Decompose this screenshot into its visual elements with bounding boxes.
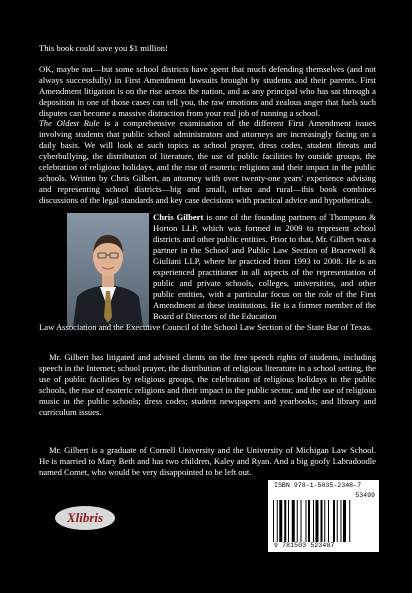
book-title: The Oldest Rule [39,118,100,128]
publisher-logo [55,506,115,530]
price-code: 53499 [355,492,375,499]
barcode [268,480,379,552]
author-bio-wrapped: Chris Gilbert is one of the founding partners of Thompson & Horton LLP, which was formed in 2009 to represent school districts and other public entities. Prior to that, Mr. Gilbert was a partner in the School and Public Law Section of Bracewell & Giuliani LLP, where he practiced from 1993 to 2008. He is an experienced practitioner in all aspects of the representation of public and private schools, colleges, universities, and other public entities, with a particular focus on the role of the First Amendment at these institutions. He is a former member of the Board of Directors of the Education [153,212,376,321]
author-expertise-paragraph: Mr. Gilbert has litigated and advised clients on the free speech rights of students, including speech in the Internet; school prayer, the distribution of religious literature in a school setting, the use of public facilities by religious groups, the celebration of religious holidays in the public schools, the rise of esoteric religions and their impact in the public sector, and the use of religious music in the public schools; dress codes; student newspapers and yearbooks; and library and curriculum issues. [39,352,376,417]
book-summary-paragraph [39,118,376,206]
author-personal-paragraph: Mr. Gilbert is a graduate of Cornell University and the University of Michigan Law School. He is married to Mary Beth and has two children, Kaley and Ryan. And a big goofy Labradoodle named Comet, who would be very disappointed to be left out. [39,445,376,477]
tagline: This book could save you $1 million! [39,43,168,53]
intro-paragraph: OK, maybe not—but some school districts have spent that much defending themselves (and not always successfully) in First Amendment lawsuits brought by students and their parents. First Amendment litigation is on the rise across the nation, and as any principal who has sat through a deposition in one of those cases can tell you, the raw emotions and zealous anger that fuels such disputes can become a massive distraction from your real job of running a school. [39,64,376,118]
book-summary-text: is a comprehensive examination of the different First Amendment issues involving students that public school administrators and attorneys are increasingly facing on a daily basis. We will look at such topics as school prayer, dress codes, student threats and cyberbullying, the distribution of literature, the use of public facilities by outside groups, the celebration of religious holidays, and the rise of esoteric religions and their impact in the public schools. Written by Chris Gilbert, an attorney with over twenty-one years' experience advising and representing school districts—big and small, urban and rural—this book combines discussions of the legal standards and key case decisions with practical advice and hypotheticals. [39,118,376,205]
isbn-text: ISBN 978-1-5035-2348-7 [274,482,362,489]
author-name: Chris Gilbert [153,212,204,222]
barcode-number: 9 781503 523487 [274,542,335,549]
author-bio-continued: Law Association and the Executive Council of the School Law Section of the State Bar of Texas. [39,322,373,332]
author-bio [39,212,376,333]
barcode-bars-icon [273,500,373,542]
publisher-logo-text: Xlibris [66,510,104,525]
